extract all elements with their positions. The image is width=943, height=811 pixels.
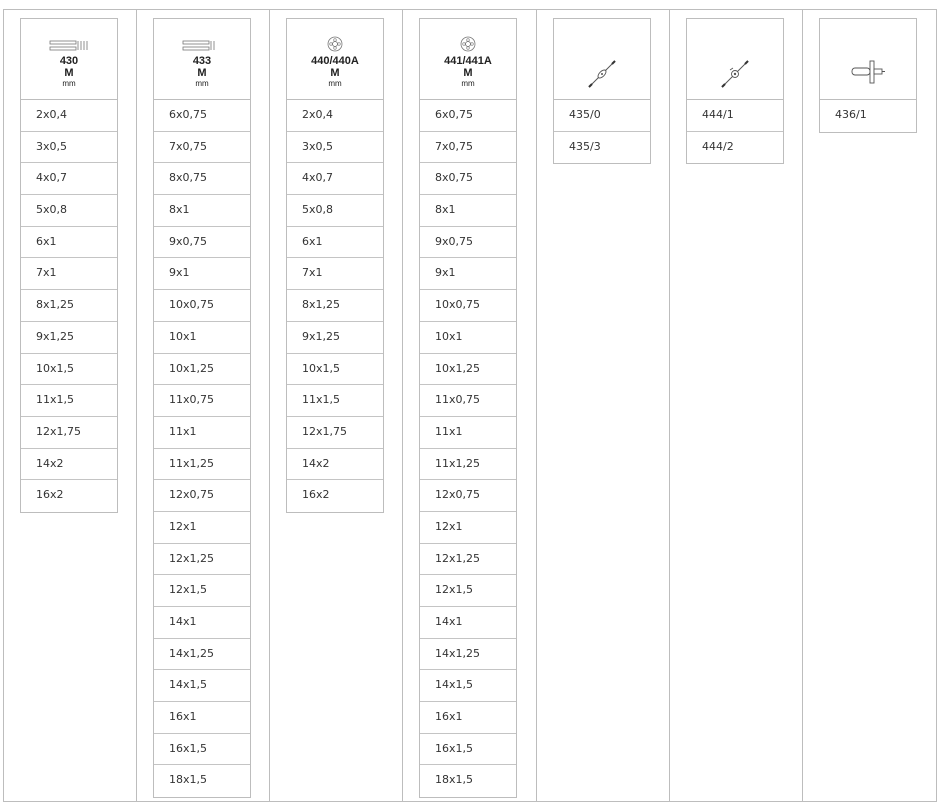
product-column-436: [819, 18, 917, 133]
size-row: 10x1,25: [154, 354, 250, 386]
size-row: 16x1: [420, 702, 516, 734]
size-row: 444/1: [687, 100, 783, 132]
size-row: 6x0,75: [154, 100, 250, 132]
product-card: [153, 18, 251, 798]
size-row: 12x1,25: [420, 544, 516, 576]
size-row: 436/1: [835, 108, 867, 121]
size-row: 5x0,8: [21, 195, 117, 227]
size-row: 4x0,7: [287, 163, 383, 195]
size-row: 10x1: [154, 322, 250, 354]
tap-wrench-icon: [587, 59, 617, 93]
round-die-icon: [327, 36, 343, 56]
size-row: 11x0,75: [420, 385, 516, 417]
size-row: 12x0,75: [420, 480, 516, 512]
thread-type: M: [330, 67, 340, 79]
column-divider: [536, 9, 537, 802]
column-divider: [269, 9, 270, 802]
size-row: 8x1: [154, 195, 250, 227]
size-row: 16x2: [302, 488, 330, 502]
product-card: [20, 18, 118, 513]
size-row: 11x1,25: [154, 449, 250, 481]
column-divider: [802, 9, 803, 802]
unit-label: mm: [461, 79, 475, 88]
product-column-435: [553, 18, 651, 164]
size-row: 444/2: [702, 139, 734, 153]
size-row: 5x0,8: [287, 195, 383, 227]
unit-label: mm: [62, 79, 76, 88]
size-row: 6x1: [287, 227, 383, 259]
size-row: 2x0,4: [287, 100, 383, 132]
size-row: 6x1: [21, 227, 117, 259]
size-list: [154, 100, 250, 797]
size-list: [687, 100, 783, 163]
size-row: 11x1: [154, 417, 250, 449]
product-card: [553, 18, 651, 164]
size-row: 11x0,75: [154, 385, 250, 417]
size-row: 8x0,75: [154, 163, 250, 195]
size-row: 10x1,5: [287, 354, 383, 386]
size-list: [420, 100, 516, 797]
size-row: 12x1,25: [154, 544, 250, 576]
size-row: 7x0,75: [420, 132, 516, 164]
size-row: 14x1,5: [420, 670, 516, 702]
size-row: 2x0,4: [21, 100, 117, 132]
product-column-440: [286, 18, 384, 513]
product-column-444: [686, 18, 784, 164]
product-card: [819, 18, 917, 133]
tap-set-icon: [49, 37, 89, 56]
size-row: 9x0,75: [154, 227, 250, 259]
size-row: 16x1,5: [420, 734, 516, 766]
size-row: 14x1,5: [154, 670, 250, 702]
size-row: 435/3: [569, 139, 601, 153]
size-row: 11x1,25: [420, 449, 516, 481]
size-row: 12x1: [154, 512, 250, 544]
product-card: [419, 18, 517, 798]
tap-set-icon: [182, 37, 222, 56]
product-header: [21, 19, 117, 100]
unit-label: mm: [195, 79, 209, 88]
size-list: [21, 100, 117, 512]
size-row: 3x0,5: [287, 132, 383, 164]
product-card: [686, 18, 784, 164]
product-header: [287, 19, 383, 100]
size-row: 14x2: [21, 449, 117, 481]
product-header: [154, 19, 250, 100]
size-row: 9x1: [154, 258, 250, 290]
size-row: 12x1,5: [420, 575, 516, 607]
product-header: [554, 19, 650, 100]
product-number: 441/441A: [444, 55, 492, 67]
product-column-433: [153, 18, 251, 798]
size-row: 14x1,25: [154, 639, 250, 671]
product-header: [420, 19, 516, 100]
thread-type: M: [64, 67, 74, 79]
size-row: 3x0,5: [21, 132, 117, 164]
size-row: 14x2: [287, 449, 383, 481]
size-row: 16x1,5: [154, 734, 250, 766]
size-row: 8x0,75: [420, 163, 516, 195]
size-row: 14x1,25: [420, 639, 516, 671]
size-row: 16x1: [154, 702, 250, 734]
size-row: 11x1,5: [21, 385, 117, 417]
size-list: [820, 100, 916, 132]
size-list: [554, 100, 650, 163]
size-row: 14x1: [154, 607, 250, 639]
thread-type: M: [197, 67, 207, 79]
size-list: [287, 100, 383, 512]
product-number: 440/440A: [311, 55, 359, 67]
size-row: 10x0,75: [420, 290, 516, 322]
product-column-430: [20, 18, 118, 513]
size-row: 12x1,75: [21, 417, 117, 449]
size-row: 12x1: [420, 512, 516, 544]
size-row: 10x1,25: [420, 354, 516, 386]
size-row: 9x1,25: [287, 322, 383, 354]
size-row: 9x1,25: [21, 322, 117, 354]
size-row: 9x1: [420, 258, 516, 290]
size-row: 7x1: [21, 258, 117, 290]
size-row: 7x1: [287, 258, 383, 290]
size-row: 12x1,5: [154, 575, 250, 607]
product-column-441: [419, 18, 517, 798]
size-row: 9x0,75: [420, 227, 516, 259]
size-row: 18x1,5: [169, 773, 208, 787]
size-row: 10x1: [420, 322, 516, 354]
product-card: [286, 18, 384, 513]
size-row: 10x1,5: [21, 354, 117, 386]
size-row: 10x0,75: [154, 290, 250, 322]
size-row: 12x1,75: [287, 417, 383, 449]
t-handle-tap-wrench-icon: [850, 59, 886, 89]
column-divider: [669, 9, 670, 802]
size-row: 12x0,75: [154, 480, 250, 512]
unit-label: mm: [328, 79, 342, 88]
column-divider: [402, 9, 403, 802]
size-row: 16x2: [36, 488, 64, 502]
round-die-icon: [460, 36, 476, 56]
product-header: [687, 19, 783, 100]
size-row: 18x1,5: [435, 773, 474, 787]
product-header: [820, 19, 916, 100]
size-row: 8x1: [420, 195, 516, 227]
thread-type: M: [463, 67, 473, 79]
die-stock-icon: [720, 59, 750, 93]
size-row: 435/0: [554, 100, 650, 132]
size-row: 11x1: [420, 417, 516, 449]
size-row: 8x1,25: [287, 290, 383, 322]
column-divider: [136, 9, 137, 802]
product-number: 430: [59, 55, 79, 67]
product-number: 433: [192, 55, 212, 67]
size-row: 6x0,75: [420, 100, 516, 132]
size-row: 8x1,25: [21, 290, 117, 322]
size-row: 7x0,75: [154, 132, 250, 164]
size-row: 11x1,5: [287, 385, 383, 417]
size-row: 14x1: [420, 607, 516, 639]
size-row: 4x0,7: [21, 163, 117, 195]
